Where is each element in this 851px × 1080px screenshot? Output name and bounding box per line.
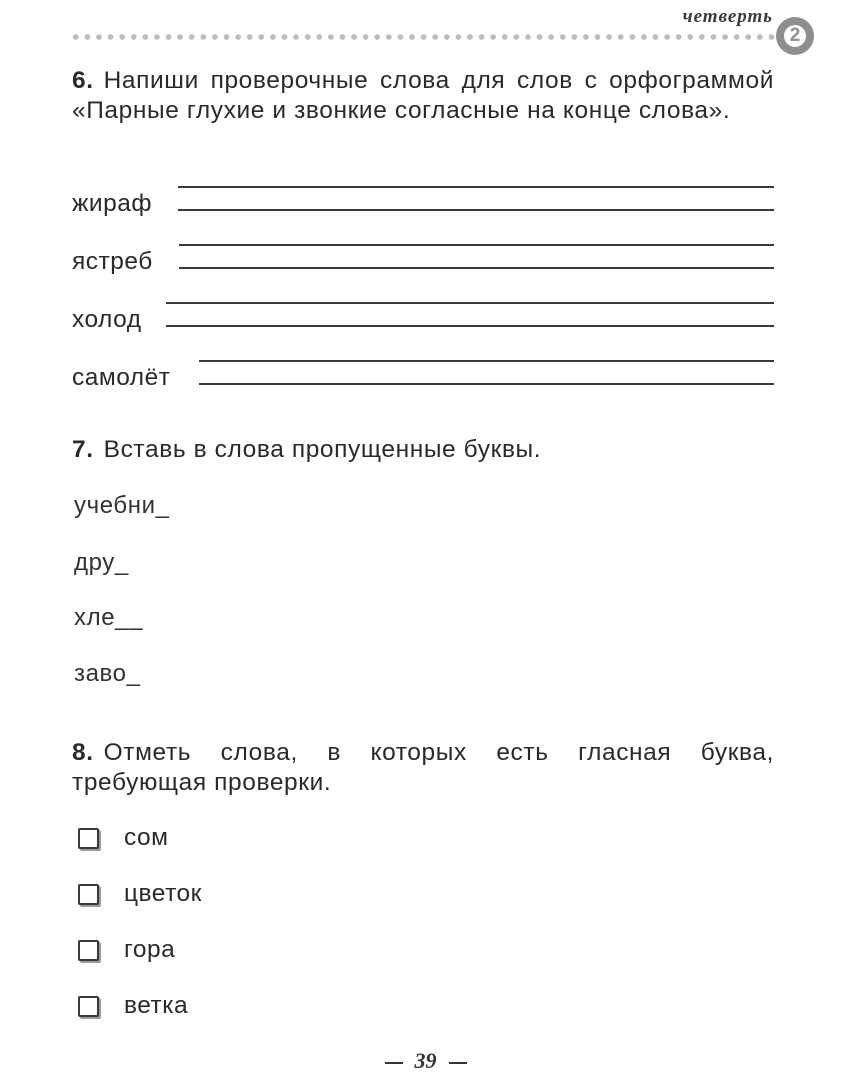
task-7-number: 7. [72, 436, 94, 463]
checkbox[interactable] [78, 828, 99, 849]
task-6-number: 6. [72, 67, 94, 94]
task-6-row-4 [72, 352, 774, 392]
task-6-instruction [72, 66, 774, 126]
task-7-word[interactable]: заво_ [74, 660, 141, 687]
task-8-option-4[interactable] [78, 991, 188, 1021]
task-7-word[interactable]: дру_ [74, 549, 129, 576]
answer-line[interactable] [166, 302, 774, 304]
task-7-word[interactable]: учебни_ [74, 492, 170, 519]
answer-line[interactable] [199, 383, 774, 385]
checkbox[interactable] [78, 996, 99, 1017]
task-6-word: жираф [72, 190, 152, 217]
task-8-option-3[interactable] [78, 935, 175, 965]
task-6-row-2 [72, 236, 774, 276]
task-7-text: Вставь в слова пропущенные буквы. [103, 436, 542, 463]
checkbox[interactable] [78, 884, 99, 905]
answer-line[interactable] [178, 209, 774, 211]
page-number: 39 [414, 1048, 437, 1073]
answer-line[interactable] [179, 267, 774, 269]
task-8-number: 8. [72, 739, 94, 766]
task-8-option-2[interactable] [78, 879, 202, 909]
dash-right [449, 1062, 467, 1064]
answer-line[interactable] [178, 186, 774, 188]
task-8-option-1[interactable] [78, 823, 169, 853]
answer-line[interactable] [199, 360, 774, 362]
dash-left [385, 1062, 403, 1064]
task-6-row-1 [72, 178, 774, 218]
answer-line[interactable] [166, 325, 774, 327]
quarter-label: четверть [682, 6, 773, 27]
task-6-text: Напиши проверочные слова для слов с орфограммой «Парные глухие и звонкие согласные на конце слова». [72, 67, 774, 124]
task-8-option-label: цветок [124, 880, 202, 907]
answer-line[interactable] [179, 244, 774, 246]
checkbox[interactable] [78, 940, 99, 961]
task-8-instruction [72, 738, 774, 798]
quarter-number-badge [776, 17, 814, 55]
quarter-number: 2 [784, 25, 806, 47]
task-6-word: самолёт [72, 364, 171, 391]
task-6-word: холод [72, 306, 142, 333]
task-8-option-label: ветка [124, 992, 189, 1019]
task-6-row-3 [72, 294, 774, 334]
task-7-instruction [72, 435, 774, 465]
task-8-option-label: сом [124, 824, 169, 851]
task-6-word: ястреб [72, 248, 153, 275]
task-7-word[interactable]: хле__ [74, 604, 144, 631]
header-dotted-line [70, 33, 775, 41]
page-footer [0, 1048, 851, 1074]
task-8-text: Отметь слова, в которых есть гласная буква, требующая проверки. [72, 739, 774, 796]
task-8-option-label: гора [124, 936, 176, 963]
